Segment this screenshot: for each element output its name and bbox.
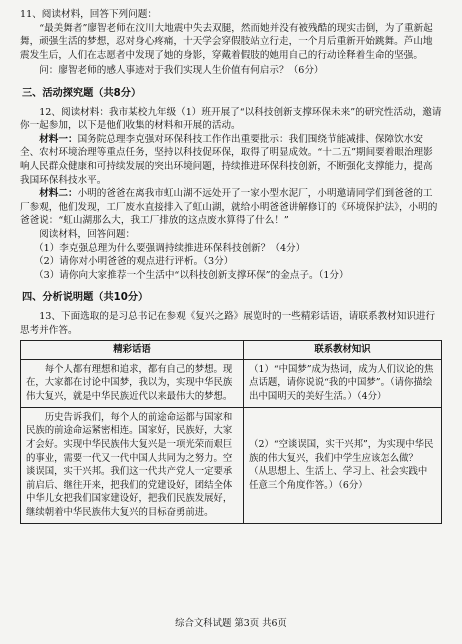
col-header-knowledge: 联系教材知识 xyxy=(244,341,442,360)
material-1-text: 国务院总理李克强对环保科技工作作出重要批示：我们围绕节能减排、保障饮水安全、农村环境治理等重点任务，坚持以科技促环保，取得了明显成效。“十二五”期间要着眼治理影响人民群众健康和可持续发展的突出环境问题，持续推进环保科技创新，不断强化支撑能力，提高我国环保科技水平。 xyxy=(20,133,433,186)
section-3-heading: 三、活动探究题（共8分） xyxy=(22,88,142,100)
question-cell-2: （2）“空谈误国，实干兴邦”，为实现中华民族的伟大复兴，我们中学生应该怎么做？（从思想上、生活上、学习上、社会实践中任意三个角度作答。）（6分） xyxy=(244,407,442,523)
table-header-row xyxy=(21,341,442,360)
col-header-quotes: 精彩话语 xyxy=(21,341,244,360)
material-2-label: 材料二： xyxy=(39,188,78,200)
q11-material: “最美舞者”廖智老师在汶川大地震中失去双腿，然而她并没有被残酷的现实击倒，为了重新起舞，顽强生活的梦想，忍对身心疼痛，十天学会穿假肢站立行走，一个月后重新开始跳舞。芦山地震发生后，人们在志愿者中发现了她的身影，穿戴着假肢的她用自己的行动诠释着生命的坚强。 xyxy=(20,22,433,61)
q12-material-2 xyxy=(20,187,442,228)
section-4-heading: 四、分析说明题（共10分） xyxy=(22,292,149,304)
table-row xyxy=(21,359,442,407)
q11-title: 11、阅读材料，回答下列问题： xyxy=(20,9,157,20)
q12-sub-3: （3）请你向大家推荐一个生活中“以科技创新支撑环保”的金点子。（1分） xyxy=(34,269,349,281)
quote-cell-1: 每个人都有理想和追求，都有自己的梦想。现在，大家都在讨论中国梦，我以为，实现中华民族伟大复兴，就是中华民族近代以来最伟大的梦想。 xyxy=(21,359,244,407)
question-cell-1: （1）“中国梦”成为热词，成为人们议论的焦点话题，请你说说“我的中国梦”。（请你描绘出中国明天的美好生活。）（4分） xyxy=(244,359,442,407)
question-11 xyxy=(20,8,442,78)
q12-read-line: 阅读材料，回答问题： xyxy=(39,229,136,241)
q13-intro: 13、下面选取的是习总书记在参观《复兴之路》展览时的一些精彩话语，请联系教材知识进行思考并作答。 xyxy=(20,310,436,336)
q11-question: 问：廖智老师的感人事迹对于我们实现人生价值有何启示？（6分） xyxy=(39,65,324,77)
section-analysis xyxy=(20,291,442,523)
quote-table xyxy=(20,340,442,524)
material-2-text: 小明的爸爸在离我市虹山湖不远处开了一家小型水泥厂，小明邀请同学们到爸爸的工厂参观，他们发现，工厂废水直接排入了虹山湖，就给小明爸爸讲解修订的《环境保护法》，小明的爸爸说：“虹山湖那么大，我工厂排放的这点废水算得了什么！” xyxy=(20,188,438,227)
q12-sub-1: （1）李克强总理为什么要强调持续推进环保科技创新？（4分） xyxy=(34,242,306,254)
quote-cell-2: 历史告诉我们，每个人的前途命运都与国家和民族的前途命运紧密相连。国家好，民族好，大家才会好。实现中华民族伟大复兴是一项光荣而艰巨的事业，需要一代又一代中国人共同为之努力。空谈误国，实干兴邦。我们这一代共产党人一定要承前启后、继往开来，把我们的党建设好，团结全体中华儿女把我们国家建设好，把我们民族发展好，继续朝着中华民族伟大复兴的目标奋勇前进。 xyxy=(21,407,244,523)
section-activity xyxy=(20,87,442,282)
table-row xyxy=(21,407,442,523)
q12-material-1 xyxy=(20,133,442,187)
q12-intro: 12、阅读材料：我市某校九年级（1）班开展了“以科技创新支撑环保未来”的研究性活动，邀请你一起参加，以下是他们收集的材料和开展的活动。 xyxy=(20,106,442,132)
q12-sub-2: （2）请你对小明爸爸的观点进行评析。（3分） xyxy=(34,256,234,268)
page-footer: 综合文科试题 第3页 共6页 xyxy=(175,617,287,629)
material-1-label: 材料一： xyxy=(39,133,78,145)
